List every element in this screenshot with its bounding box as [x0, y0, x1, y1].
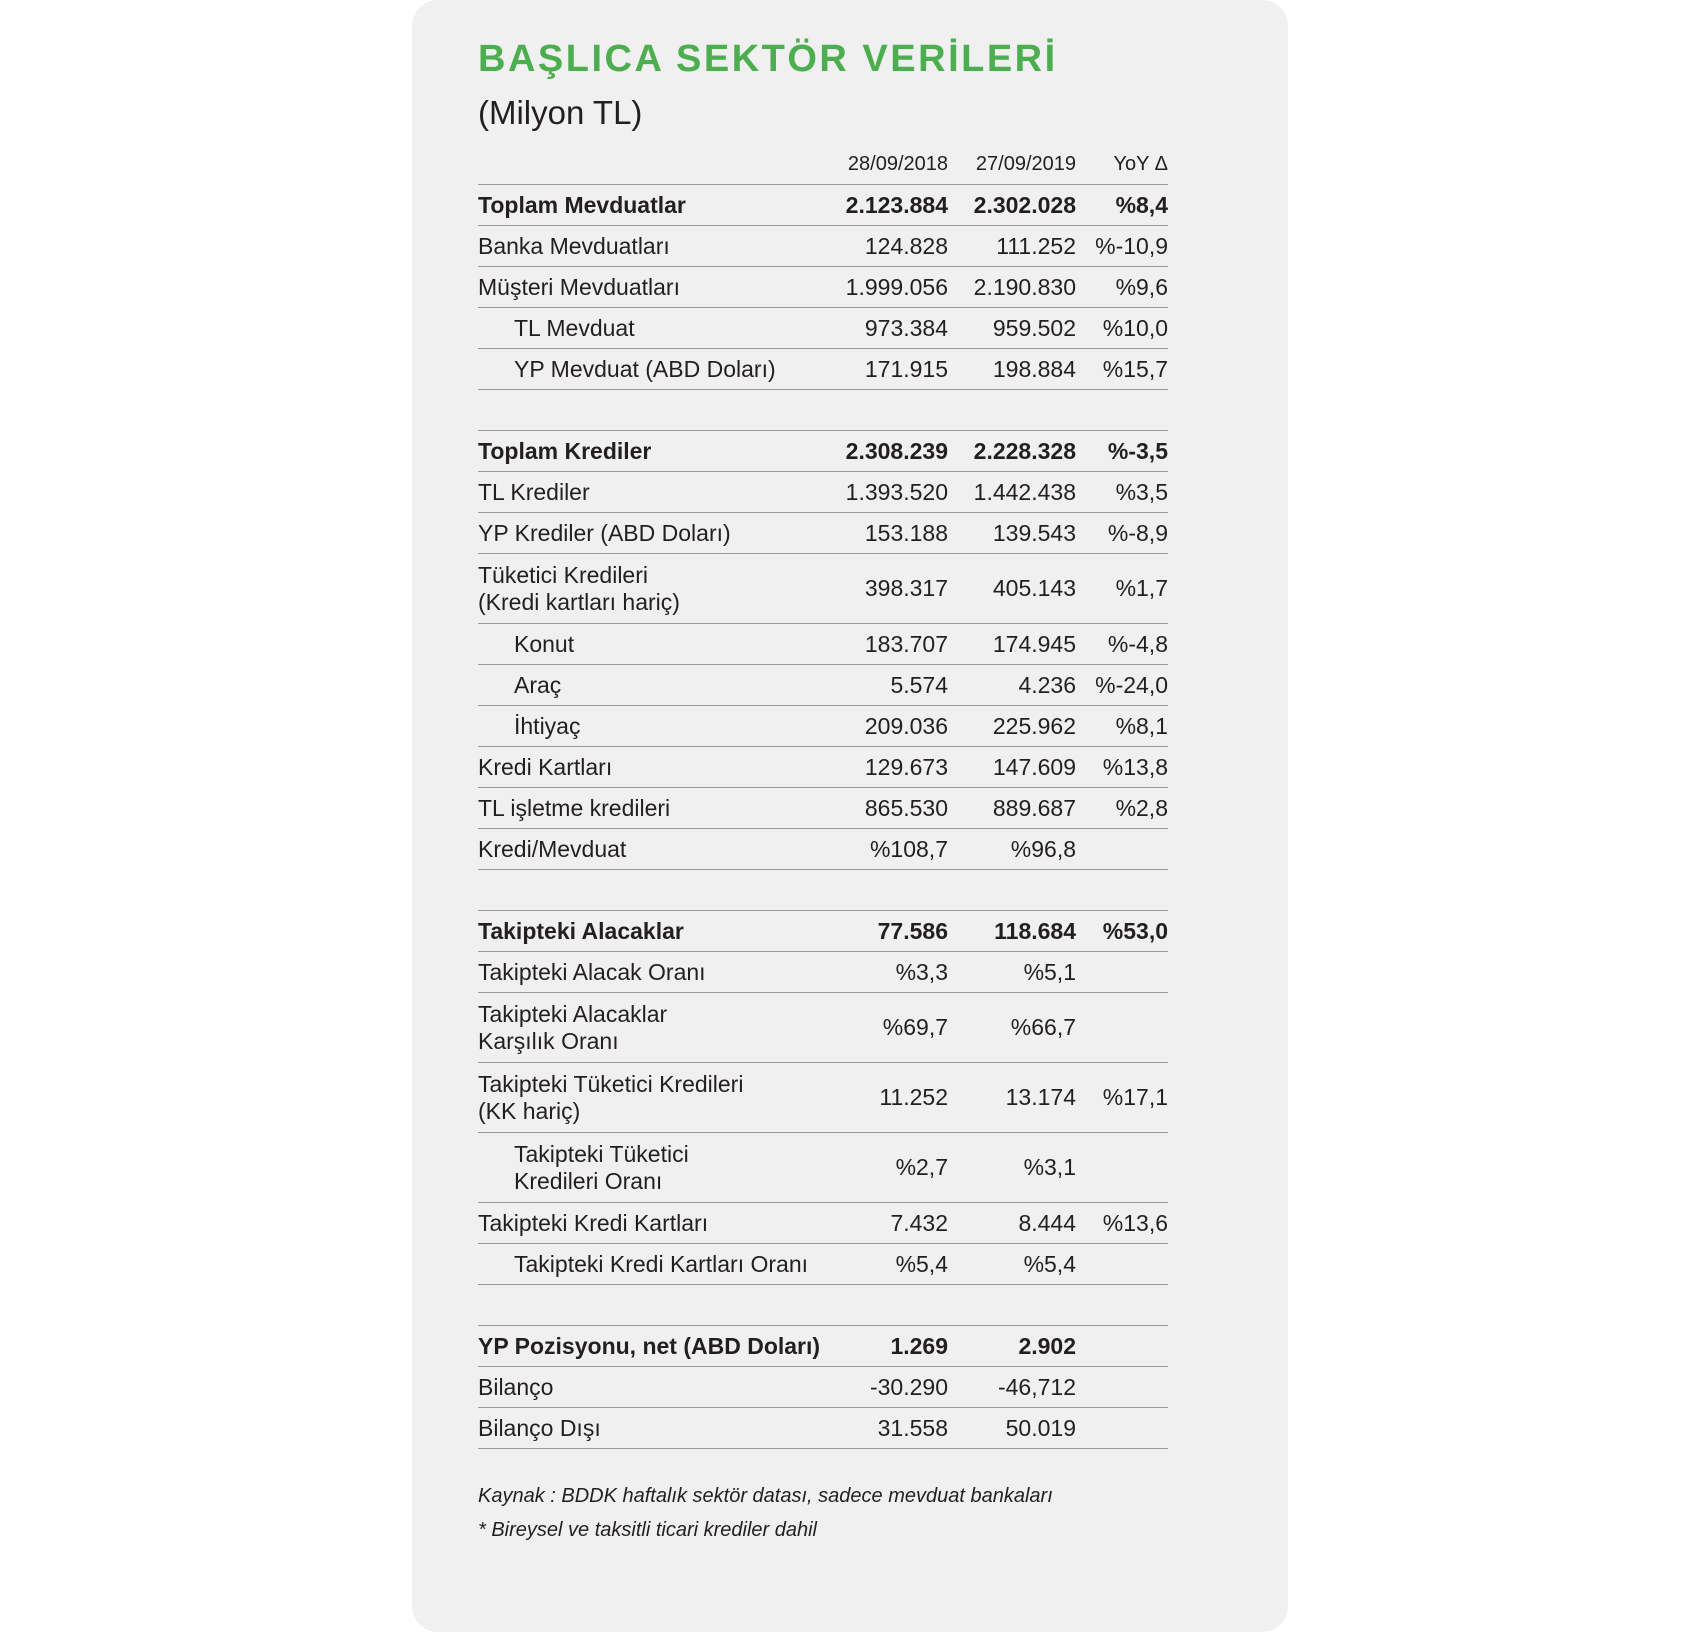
value-2019: 2.302.028	[973, 191, 1076, 218]
row-label-text: Toplam Mevduatlar	[478, 191, 686, 218]
value-2018: 1.393.520	[845, 478, 948, 505]
value-2019: %96,8	[1010, 835, 1076, 862]
header-col-2019: 27/09/2019	[975, 152, 1076, 175]
value-2018: 398.317	[864, 575, 948, 601]
table-row	[478, 1244, 1168, 1285]
row-label-text: Bilanço Dışı	[478, 1414, 601, 1441]
row-label-text: Toplam Krediler	[478, 437, 652, 464]
table-row	[478, 308, 1168, 349]
value-2019: 889.687	[992, 794, 1076, 821]
row-label	[478, 479, 840, 506]
section-spacer	[478, 870, 1168, 911]
value-2018: %69,7	[882, 1014, 948, 1040]
row-label-text: TL işletme kredileri	[478, 794, 671, 821]
table-header	[478, 144, 1168, 185]
row-label	[478, 562, 840, 616]
value-2018: 129.673	[864, 753, 948, 780]
row-label-text: Kredi/Mevduat	[478, 835, 627, 862]
row-label	[478, 918, 840, 945]
table-row	[478, 513, 1168, 554]
row-label	[478, 315, 840, 342]
table-row	[478, 665, 1168, 706]
row-label-text: Takipteki Kredi Kartları	[478, 1209, 709, 1236]
value-yoy: %8,4	[1115, 191, 1168, 218]
table-row	[478, 185, 1168, 226]
row-label-text: YP Pozisyonu, net (ABD Doları)	[478, 1332, 821, 1359]
row-label-text: Kredi Kartları	[478, 753, 613, 780]
value-2019: 111.252	[996, 232, 1076, 259]
value-2019: 50.019	[1005, 1414, 1076, 1441]
value-yoy: %13,6	[1102, 1209, 1168, 1236]
value-yoy: %15,7	[1102, 355, 1168, 382]
table-body	[478, 185, 1168, 1449]
header-col-yoy: YoY Δ	[1113, 152, 1168, 175]
value-2018: 2.308.239	[845, 437, 948, 464]
row-label	[478, 1415, 840, 1442]
section-spacer	[478, 1285, 1168, 1326]
value-2019: 139.543	[992, 519, 1076, 546]
row-label-text: Takipteki Alacaklar	[478, 1000, 668, 1027]
value-2018: 11.252	[879, 1084, 948, 1110]
row-label-text: Takipteki Alacaklar	[478, 917, 684, 944]
value-2019: %3,1	[1023, 1154, 1076, 1180]
value-2019: 118.684	[994, 917, 1076, 944]
row-label	[478, 520, 840, 547]
table-row	[478, 349, 1168, 390]
row-label-text: TL Krediler	[478, 478, 590, 505]
value-yoy: %2,8	[1115, 794, 1168, 821]
row-label-text: Takipteki Alacak Oranı	[478, 958, 706, 985]
table-row	[478, 431, 1168, 472]
table-row	[478, 1326, 1168, 1367]
value-2019: %5,1	[1023, 958, 1076, 985]
row-label-text-line2: Kredileri Oranı	[514, 1167, 663, 1194]
row-label-text-line2: (KK hariç)	[478, 1097, 581, 1124]
value-yoy: %8,1	[1115, 712, 1168, 739]
row-label-text: Müşteri Mevduatları	[478, 273, 680, 300]
row-label	[478, 1071, 840, 1125]
row-label	[478, 713, 840, 740]
value-2019: 959.502	[992, 314, 1076, 341]
row-label	[478, 672, 840, 699]
row-label-text: TL Mevduat	[514, 314, 635, 341]
value-2018: 2.123.884	[845, 191, 948, 218]
row-label	[478, 356, 840, 383]
value-2019: 147.609	[992, 753, 1076, 780]
row-label-text-line2: Karşılık Oranı	[478, 1027, 619, 1054]
value-2019: 198.884	[992, 355, 1076, 382]
row-label	[478, 1001, 840, 1055]
table-row	[478, 1063, 1168, 1133]
value-yoy: %-10,9	[1095, 232, 1168, 259]
table-row	[478, 788, 1168, 829]
value-yoy: %17,1	[1102, 1084, 1168, 1110]
value-2018: %108,7	[869, 835, 948, 862]
value-2018: 77.586	[877, 917, 948, 944]
row-label	[478, 438, 840, 465]
value-2019: 2.902	[1018, 1332, 1076, 1359]
value-2018: 1.269	[890, 1332, 948, 1359]
row-label	[478, 1210, 840, 1237]
row-label-text: İhtiyaç	[514, 712, 581, 739]
row-label-text: Takipteki Tüketici Kredileri	[478, 1070, 744, 1097]
value-2018: 153.188	[864, 519, 948, 546]
row-label-text: YP Mevduat (ABD Doları)	[514, 355, 776, 382]
table-row	[478, 1133, 1168, 1203]
footnotes	[478, 1479, 1168, 1547]
value-2019: 405.143	[992, 575, 1076, 601]
source-note: Kaynak : BDDK haftalık sektör datası, sadece mevduat bankaları	[478, 1485, 1053, 1507]
row-label-text: Konut	[514, 630, 575, 657]
row-label	[478, 1251, 840, 1278]
value-2018: 183.707	[864, 630, 948, 657]
row-label-text: Bilanço	[478, 1373, 554, 1400]
sector-data-card	[478, 34, 1168, 1547]
value-yoy: %1,7	[1115, 575, 1168, 601]
page-title: BAŞLICA SEKTÖR VERİLERİ	[478, 38, 1058, 80]
row-label	[478, 631, 840, 658]
value-yoy: %3,5	[1115, 478, 1168, 505]
row-label	[478, 754, 840, 781]
table-row	[478, 1408, 1168, 1449]
value-2019: 4.236	[1018, 671, 1076, 698]
value-yoy: %9,6	[1115, 273, 1168, 300]
value-2018: 31.558	[877, 1414, 948, 1441]
value-2018: 7.432	[890, 1209, 948, 1236]
value-2018: 124.828	[864, 232, 948, 259]
row-label-text: Tüketici Kredileri	[478, 561, 648, 588]
row-label-text: YP Krediler (ABD Doları)	[478, 519, 731, 546]
value-2018: 171.915	[864, 355, 948, 382]
table-row	[478, 267, 1168, 308]
value-2019: %66,7	[1010, 1014, 1076, 1040]
value-yoy: %53,0	[1102, 917, 1168, 944]
value-yoy: %13,8	[1102, 753, 1168, 780]
table-row	[478, 911, 1168, 952]
row-label	[478, 959, 840, 986]
value-2019: %5,4	[1023, 1250, 1076, 1277]
table-row	[478, 226, 1168, 267]
value-yoy: %-8,9	[1107, 519, 1168, 546]
value-2018: 1.999.056	[845, 273, 948, 300]
value-2019: 225.962	[992, 712, 1076, 739]
row-label	[478, 274, 840, 301]
row-label-text: Takipteki Tüketici	[514, 1140, 689, 1167]
row-label	[478, 1141, 840, 1195]
table-row	[478, 747, 1168, 788]
row-label	[478, 192, 840, 219]
value-yoy: %-4,8	[1107, 630, 1168, 657]
row-label	[478, 233, 840, 260]
footnote: * Bireysel ve taksitli ticari krediler dahil	[478, 1519, 818, 1541]
header-col-2018: 28/09/2018	[847, 152, 948, 175]
row-label-text: Banka Mevduatları	[478, 232, 670, 259]
table-row	[478, 1367, 1168, 1408]
page-subtitle: (Milyon TL)	[478, 94, 643, 131]
row-label	[478, 836, 840, 863]
value-2019: -46,712	[997, 1373, 1076, 1400]
row-label-text: Takipteki Kredi Kartları Oranı	[514, 1250, 809, 1277]
row-label-text: Araç	[514, 671, 562, 698]
value-2019: 2.228.328	[973, 437, 1076, 464]
value-2018: 209.036	[864, 712, 948, 739]
value-2019: 13.174	[1005, 1084, 1076, 1110]
value-2019: 174.945	[992, 630, 1076, 657]
value-2018: %5,4	[895, 1250, 948, 1277]
table-row	[478, 624, 1168, 665]
table-row	[478, 554, 1168, 624]
row-label	[478, 1374, 840, 1401]
value-yoy: %-24,0	[1095, 671, 1168, 698]
row-label-text-line2: (Kredi kartları hariç)	[478, 588, 680, 615]
table-row	[478, 829, 1168, 870]
table-row	[478, 993, 1168, 1063]
row-label	[478, 1333, 840, 1360]
value-2018: %3,3	[895, 958, 948, 985]
table-row	[478, 952, 1168, 993]
value-2019: 8.444	[1018, 1209, 1076, 1236]
section-spacer	[478, 390, 1168, 431]
table-row	[478, 472, 1168, 513]
value-2018: 5.574	[890, 671, 948, 698]
value-2018: 973.384	[864, 314, 948, 341]
value-2019: 2.190.830	[973, 273, 1076, 300]
table-row	[478, 706, 1168, 747]
value-2018: %2,7	[895, 1154, 948, 1180]
table-row	[478, 1203, 1168, 1244]
value-yoy: %-3,5	[1107, 437, 1168, 464]
row-label	[478, 795, 840, 822]
value-2018: 865.530	[864, 794, 948, 821]
value-2018: -30.290	[869, 1373, 948, 1400]
value-2019: 1.442.438	[973, 478, 1076, 505]
value-yoy: %10,0	[1102, 314, 1168, 341]
